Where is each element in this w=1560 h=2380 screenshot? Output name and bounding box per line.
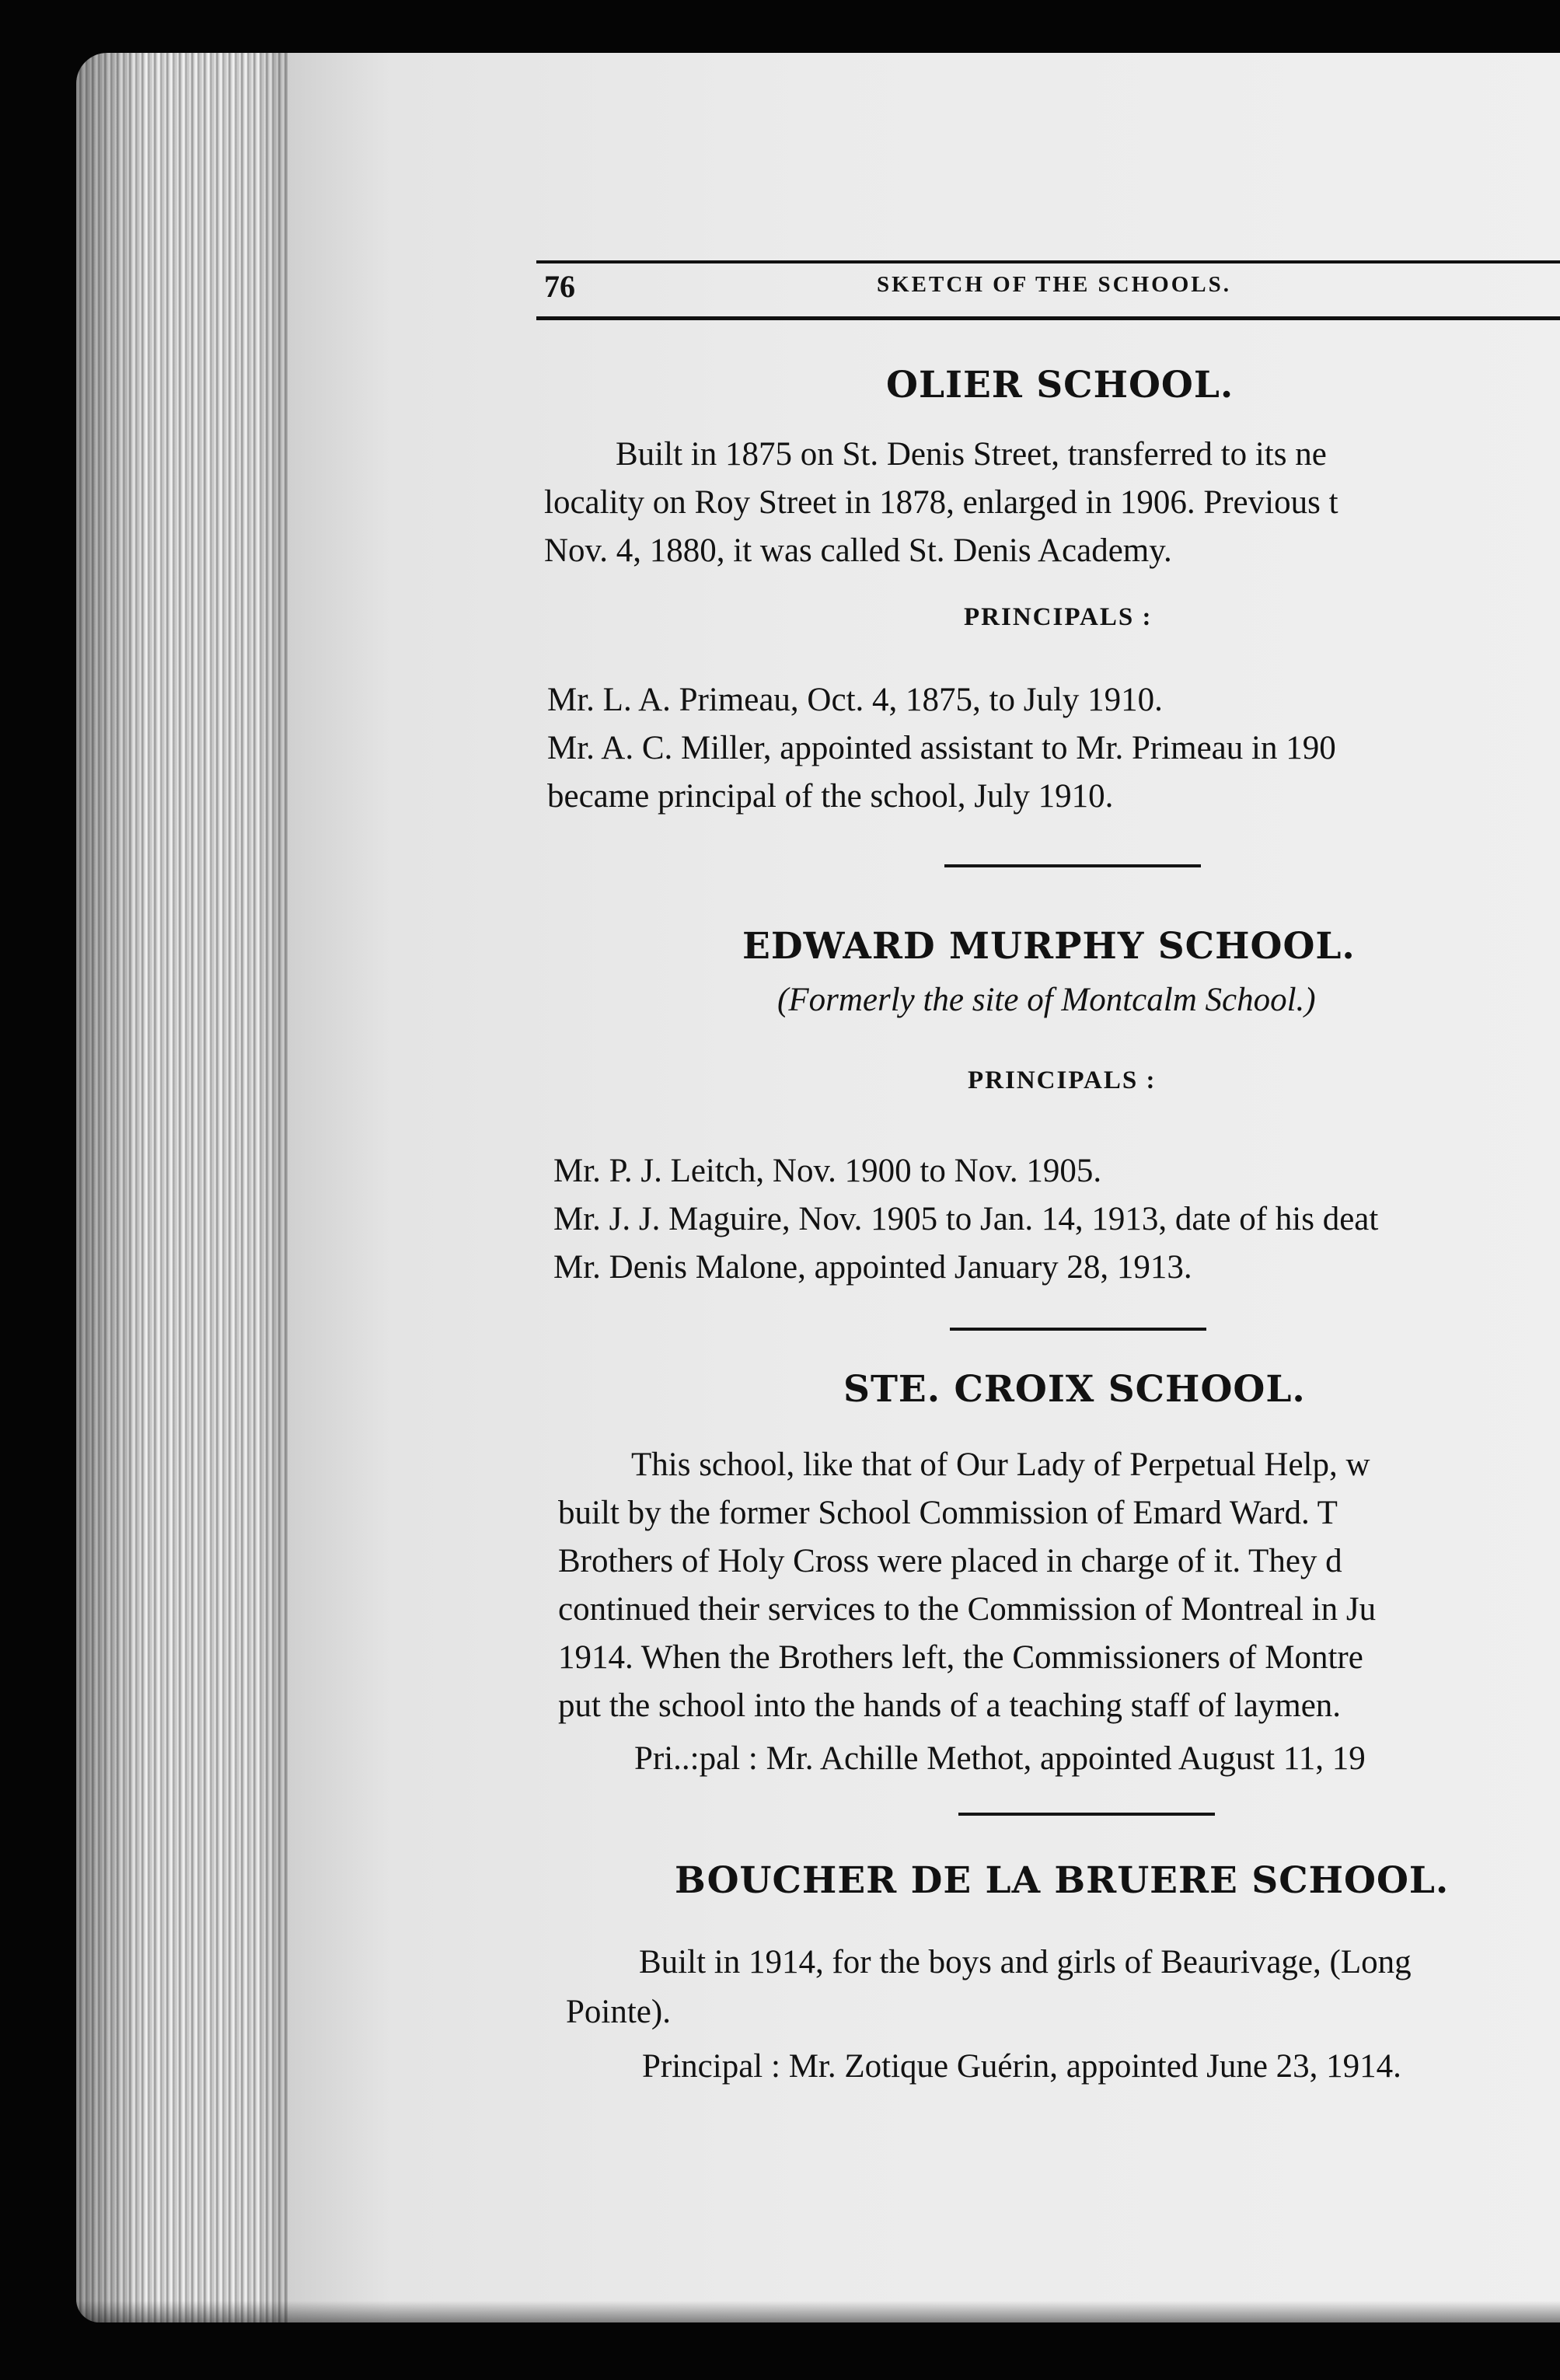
ste-croix-paragraph-line-5: 1914. When the Brothers left, the Commissioners of Montre bbox=[558, 1639, 1363, 1676]
edward-murphy-principal-line-3: Mr. Denis Malone, appointed January 28, 1913. bbox=[553, 1249, 1192, 1286]
edward-murphy-subtitle: (Formerly the site of Montcalm School.) bbox=[777, 982, 1316, 1018]
section-title-boucher-de-la-bruere: BOUCHER DE LA BRUERE SCHOOL. bbox=[675, 1859, 1450, 1902]
ste-croix-paragraph-line-6: put the school into the hands of a teaching staff of laymen. bbox=[558, 1687, 1342, 1724]
boucher-principal-line: Principal : Mr. Zotique Guérin, appointed June 23, 1914. bbox=[642, 2048, 1401, 2085]
ste-croix-paragraph-line-3: Brothers of Holy Cross were placed in charge of it. They d bbox=[558, 1543, 1342, 1579]
olier-paragraph-line-1: Built in 1875 on St. Denis Street, transferred to its ne bbox=[616, 436, 1327, 473]
header-rule-top bbox=[536, 260, 1560, 263]
section-divider-2 bbox=[950, 1328, 1206, 1331]
edward-murphy-principals-heading: PRINCIPALS : bbox=[968, 1066, 1157, 1094]
book-page-edges bbox=[76, 53, 302, 2322]
ste-croix-paragraph-line-1: This school, like that of Our Lady of Perpetual Help, w bbox=[631, 1446, 1370, 1483]
ste-croix-principal-line: Pri..:pal : Mr. Achille Methot, appointed August 11, 19 bbox=[634, 1740, 1366, 1777]
running-head: SKETCH OF THE SCHOOLS. bbox=[877, 272, 1231, 297]
edward-murphy-principal-line-2: Mr. J. J. Maguire, Nov. 1905 to Jan. 14, 1913, date of his deat bbox=[553, 1201, 1379, 1237]
olier-principal-line-2: Mr. A. C. Miller, appointed assistant to Mr. Primeau in 190 bbox=[547, 730, 1336, 766]
ste-croix-paragraph-line-2: built by the former School Commission of Emard Ward. T bbox=[558, 1495, 1338, 1531]
section-divider-3 bbox=[958, 1813, 1215, 1816]
ste-croix-paragraph-line-4: continued their services to the Commission of Montreal in Ju bbox=[558, 1591, 1377, 1628]
section-divider-1 bbox=[944, 864, 1201, 867]
olier-paragraph-line-2: locality on Roy Street in 1878, enlarged in 1906. Previous t bbox=[544, 484, 1338, 521]
olier-principal-line-1: Mr. L. A. Primeau, Oct. 4, 1875, to July 1910. bbox=[547, 682, 1163, 718]
boucher-paragraph-line-1: Built in 1914, for the boys and girls of Beaurivage, (Long bbox=[639, 1944, 1412, 1980]
section-title-ste-croix: STE. CROIX SCHOOL. bbox=[843, 1368, 1306, 1411]
section-title-edward-murphy: EDWARD MURPHY SCHOOL. bbox=[742, 925, 1356, 968]
boucher-paragraph-line-2: Pointe). bbox=[566, 1994, 671, 2030]
page-bottom-shadow bbox=[76, 2301, 1560, 2380]
olier-paragraph-line-3: Nov. 4, 1880, it was called St. Denis Academy. bbox=[544, 532, 1172, 569]
page-number: 76 bbox=[544, 269, 575, 304]
section-title-olier: OLIER SCHOOL. bbox=[886, 364, 1234, 407]
olier-principal-line-3: became principal of the school, July 1910. bbox=[547, 778, 1114, 815]
olier-principals-heading: PRINCIPALS : bbox=[964, 603, 1153, 631]
edward-murphy-principal-line-1: Mr. P. J. Leitch, Nov. 1900 to Nov. 1905. bbox=[553, 1153, 1102, 1189]
header-rule-bottom bbox=[536, 316, 1560, 320]
